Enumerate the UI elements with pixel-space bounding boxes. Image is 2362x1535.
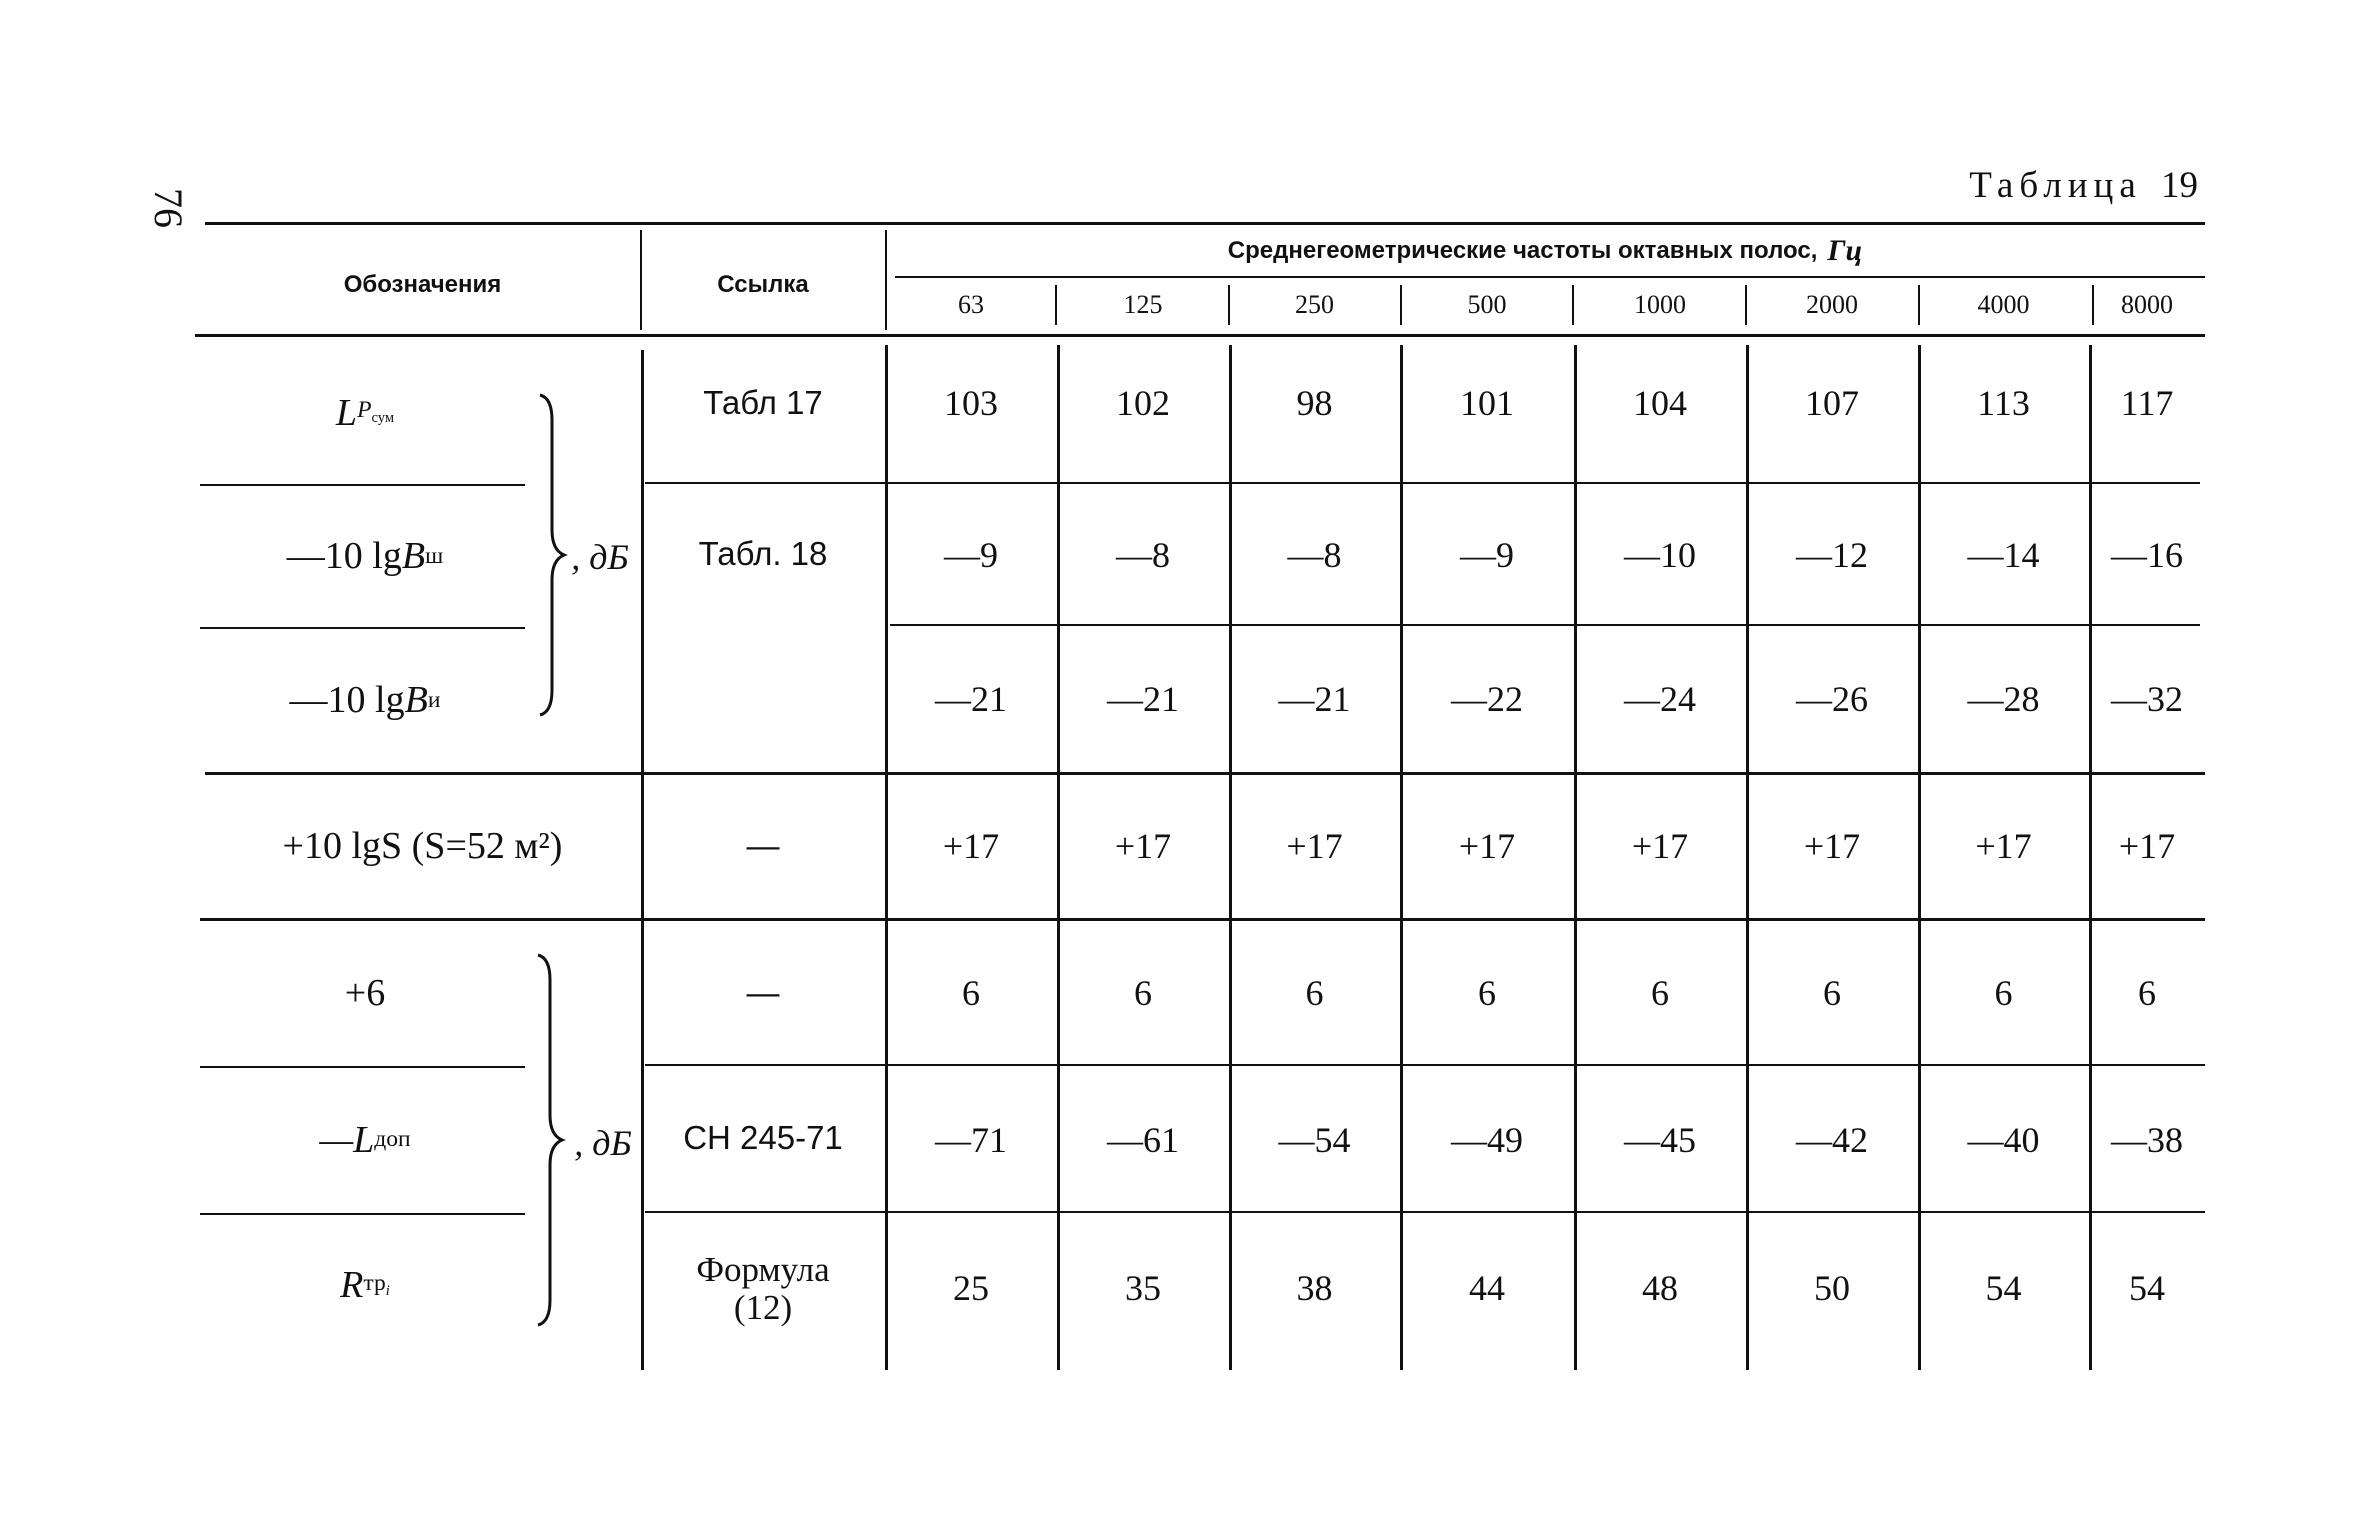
freq-header-2000: 2000 <box>1806 290 1858 319</box>
row-ref-0: Табл 17 <box>703 383 823 421</box>
header-frequencies-text: Среднегеометрические частоты октавных полос, <box>1227 236 1818 264</box>
value-cell: —21 <box>1278 678 1351 719</box>
row-label-l-dop: —L доп <box>319 1118 411 1161</box>
value-cell: —42 <box>1796 1119 1868 1160</box>
value-cell: —24 <box>1624 678 1696 719</box>
unit-label-group-1: , дБ <box>571 537 629 577</box>
value-cell: —71 <box>935 1119 1007 1160</box>
value-cell: —8 <box>1287 534 1342 575</box>
row-label-plus6: +6 <box>344 972 386 1014</box>
header-frequencies <box>885 228 2205 273</box>
value-cell: 6 <box>2138 973 2156 1013</box>
value-cell: 44 <box>1469 1267 1505 1308</box>
rule-top <box>205 222 2205 225</box>
table-caption <box>1700 164 2198 207</box>
value-cell: 103 <box>944 382 998 423</box>
freq-header-125: 125 <box>1123 290 1163 319</box>
rule-group-2-bottom <box>200 918 2205 921</box>
value-cell: 101 <box>1460 382 1514 423</box>
rule-header-bottom <box>195 334 2205 337</box>
value-cell: +17 <box>2118 825 2176 866</box>
value-cell: —10 <box>1624 534 1696 575</box>
header-designation: Обозначения <box>343 271 502 298</box>
value-cell: 54 <box>2129 1267 2165 1308</box>
value-cell: —45 <box>1624 1119 1696 1160</box>
value-cell: 113 <box>1977 382 2030 423</box>
row-ref-1: Табл. 18 <box>698 535 828 572</box>
value-cell: 6 <box>1478 973 1496 1013</box>
row-label-lg-bsh: —10 lg B ш <box>286 535 444 577</box>
value-cell: 6 <box>1134 973 1152 1013</box>
value-cell: —26 <box>1796 678 1868 719</box>
value-cell: —16 <box>2111 534 2183 575</box>
value-cell: 104 <box>1633 382 1687 423</box>
value-cell: —22 <box>1451 678 1523 719</box>
row-ref-2 <box>641 627 885 767</box>
value-cell: 98 <box>1296 382 1333 423</box>
value-cell: 6 <box>1651 973 1669 1013</box>
header-reference: Ссылка <box>717 271 809 298</box>
value-cell: —9 <box>944 534 998 575</box>
table-title: Таблица <box>1969 165 2142 206</box>
value-cell: +17 <box>942 825 1000 866</box>
value-cell: 6 <box>1305 973 1324 1013</box>
header-freq-unit: Гц <box>1827 233 1863 267</box>
value-cell: —8 <box>1116 534 1170 575</box>
row-ref-6: Формула (12) <box>696 1250 830 1327</box>
value-cell: 6 <box>962 973 980 1013</box>
row-label-lgs: +10 lgS (S=52 м²) <box>282 824 563 867</box>
freq-header-63: 63 <box>958 290 984 319</box>
row-label-r-tri: R $тр_i$ <box>340 1264 390 1306</box>
value-cell: —14 <box>1967 534 2040 575</box>
table-number: 19 <box>2161 165 2198 206</box>
value-cell: +17 <box>1114 825 1172 866</box>
row-ref-3: — <box>746 826 780 864</box>
value-cell: —40 <box>1967 1119 2040 1160</box>
freq-header-4000: 4000 <box>1977 290 2030 319</box>
freq-header-1000: 1000 <box>1634 290 1686 319</box>
value-cell: 50 <box>1814 1267 1850 1308</box>
value-cell: —38 <box>2111 1119 2183 1160</box>
freq-header-500: 500 <box>1467 290 1507 319</box>
value-cell: +17 <box>1631 825 1689 866</box>
rule-freq-caption <box>895 276 2205 278</box>
value-cell: +17 <box>1975 825 2032 866</box>
value-cell: 54 <box>1985 1267 2022 1308</box>
value-cell: 107 <box>1805 382 1859 423</box>
value-cell: 117 <box>2120 382 2174 423</box>
freq-header-8000: 8000 <box>2121 290 2173 319</box>
row-label-lg-bi: —10 lg B и <box>289 679 441 721</box>
value-cell: +17 <box>1458 825 1516 866</box>
page-number: 76 <box>146 188 191 228</box>
value-cell: —28 <box>1967 678 2040 719</box>
value-cell: —54 <box>1278 1119 1351 1160</box>
value-cell: +17 <box>1286 825 1343 866</box>
row-ref-5: СН 245-71 <box>683 1118 843 1156</box>
value-cell: 48 <box>1642 1267 1678 1308</box>
value-cell: 6 <box>1823 973 1841 1013</box>
value-cell: —9 <box>1460 534 1514 575</box>
unit-label-group-3: , дБ <box>574 1123 632 1163</box>
row-ref-4: — <box>746 974 780 1011</box>
value-cell: 35 <box>1125 1267 1161 1308</box>
value-cell: —12 <box>1796 534 1868 575</box>
value-cell: 38 <box>1296 1267 1333 1308</box>
value-cell: —61 <box>1107 1119 1179 1160</box>
value-cell: —49 <box>1451 1119 1523 1160</box>
value-cell: 102 <box>1116 382 1170 423</box>
value-cell: —21 <box>1107 678 1179 719</box>
value-cell: 25 <box>953 1267 989 1308</box>
row-label-lp-sum: L $P_{сум}$ <box>335 391 395 434</box>
value-cell: +17 <box>1803 825 1861 866</box>
value-cell: —21 <box>935 678 1007 719</box>
value-cell: 6 <box>1994 973 2013 1013</box>
freq-header-250: 250 <box>1295 290 1334 319</box>
value-cell: —32 <box>2111 678 2183 719</box>
